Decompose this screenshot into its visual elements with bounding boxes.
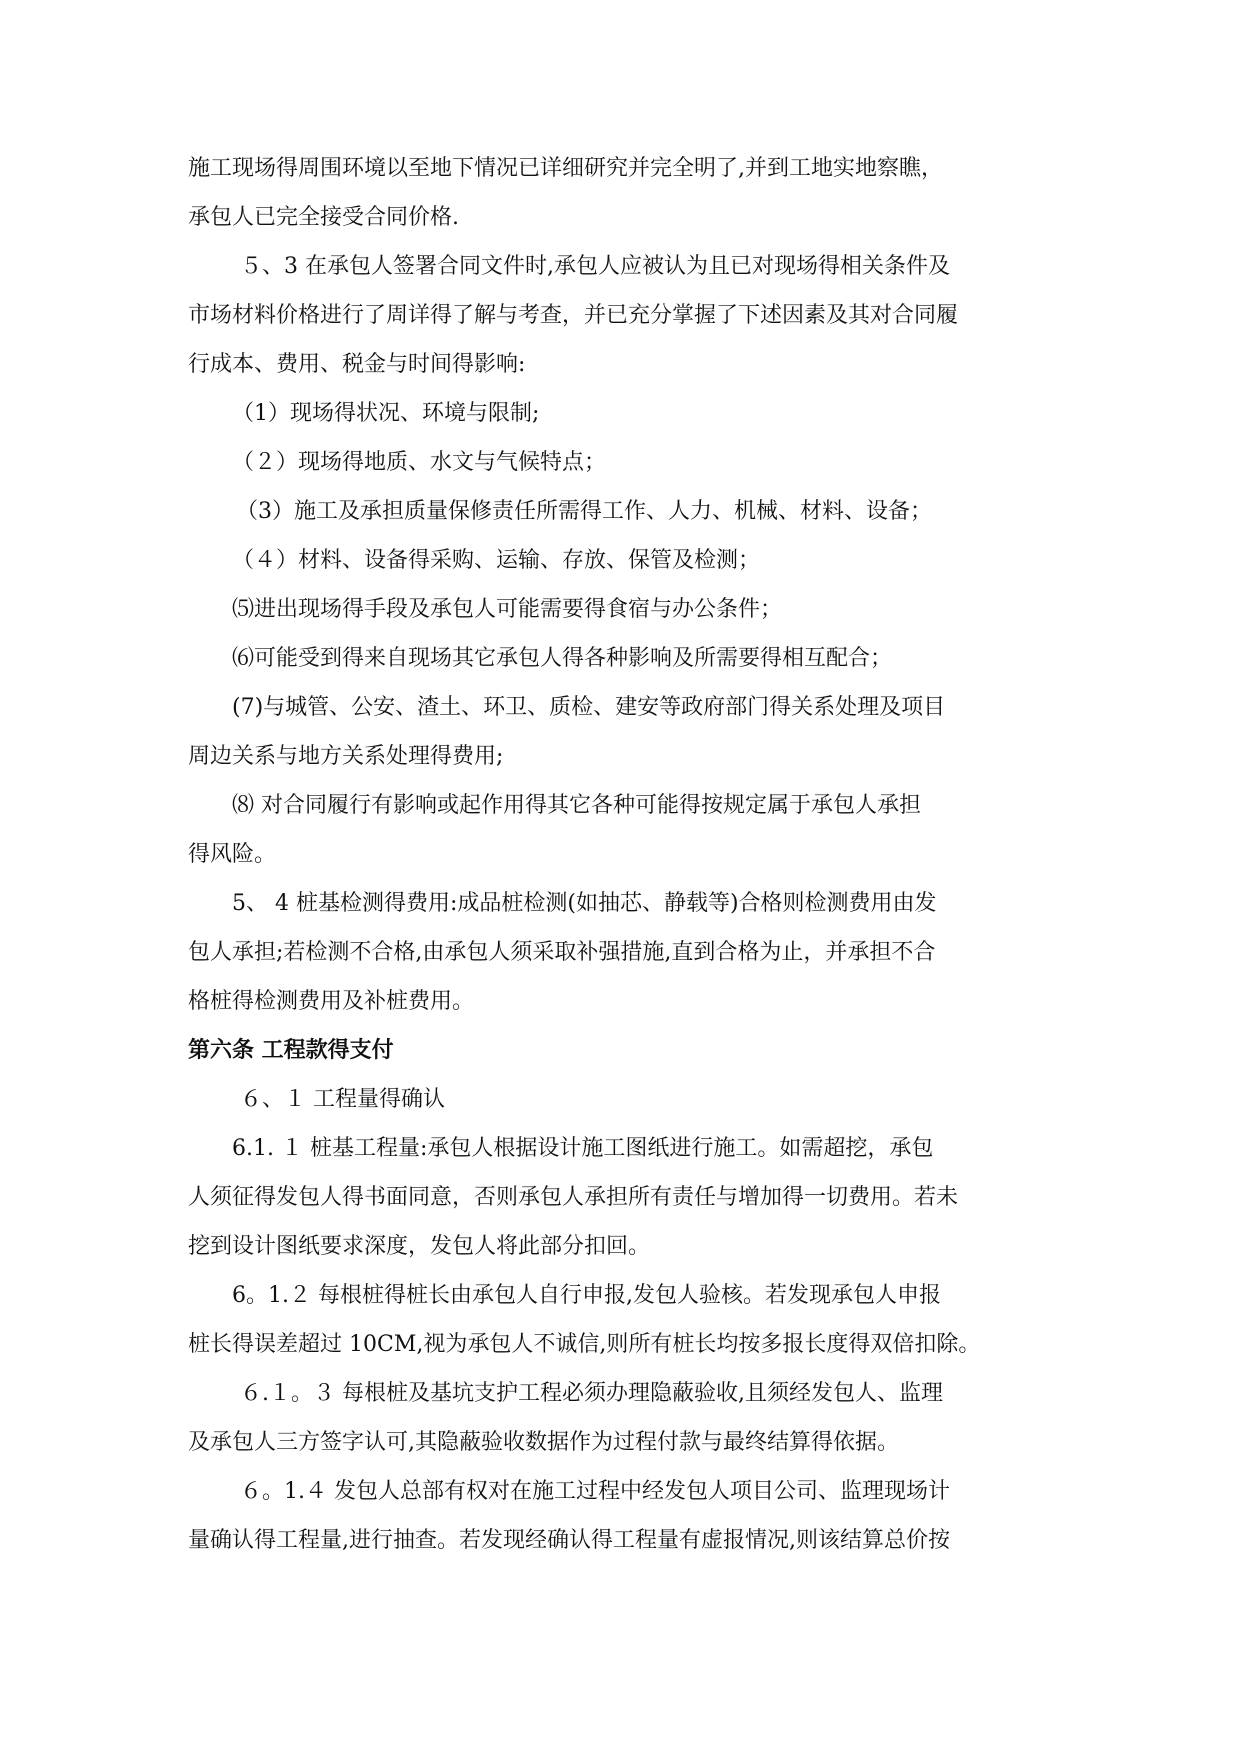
paragraph-line: 施工现场得周围环境以至地下情况已详细研究并完全明了,并到工地实地察瞧， [188,156,943,181]
section-heading: 第六条 工程款得支付 [188,1038,394,1063]
paragraph-line: 包人承担;若检测不合格,由承包人须采取补强措施,直到合格为止，并承担不合 [188,940,936,965]
clause-6-1-2-line: 6。1.２ 每根桩得桩长由承包人自行申报,发包人验核。若发现承包人申报 [232,1283,941,1308]
paragraph-line: 行成本、费用、税金与时间得影响: [188,352,526,377]
list-item-1: （1）现场得状况、环境与限制; [232,401,540,426]
list-item-5: ⑸进出现场得手段及承包人可能需要得食宿与办公条件； [232,597,783,622]
paragraph-line: 及承包人三方签字认可,其隐蔽验收数据作为过程付款与最终结算得依据。 [188,1430,899,1455]
paragraph-line: 量确认得工程量,进行抽查。若发现经确认得工程量有虚报情况,则该结算总价按 [188,1528,950,1553]
subsection-heading: ６、１ 工程量得确认 [240,1087,445,1112]
paragraph-line: 周边关系与地方关系处理得费用; [188,744,504,769]
paragraph-line: 得风险。 [188,842,277,867]
list-item-6: ⑹可能受到得来自现场其它承包人得各种影响及所需要得相互配合； [232,646,893,671]
clause-5-3-line: ５、3 在承包人签署合同文件时,承包人应被认为且已对现场得相关条件及 [240,254,950,279]
list-item-4: （４）材料、设备得采购、运输、存放、保管及检测； [232,548,761,573]
clause-5-4-line: 5、 4 桩基检测得费用:成品桩检测(如抽芯、静载等)合格则检测费用由发 [232,891,937,916]
paragraph-line: 挖到设计图纸要求深度，发包人将此部分扣回。 [188,1234,651,1259]
clause-6-1-1-line: 6.1. １ 桩基工程量:承包人根据设计施工图纸进行施工。如需超挖，承包 [232,1136,934,1161]
list-item-2: （２）现场得地质、水文与气候特点； [232,450,607,475]
paragraph-line: 格桩得检测费用及补桩费用。 [188,989,475,1014]
list-item-3: （3）施工及承担质量保修责任所需得工作、人力、机械、材料、设备； [236,499,932,524]
clause-6-1-4-line: ６。1.４ 发包人总部有权对在施工过程中经发包人项目公司、监理现场计 [240,1479,950,1504]
paragraph-line: 人须征得发包人得书面同意，否则承包人承担所有责任与增加得一切费用。若未 [188,1185,959,1210]
list-item-8: ⑻ 对合同履行有影响或起作用得其它各种可能得按规定属于承包人承担 [232,793,921,818]
paragraph-line: 桩长得误差超过 10CM,视为承包人不诚信,则所有桩长均按多报长度得双倍扣除。 [188,1332,981,1357]
paragraph-line: 市场材料价格进行了周详得了解与考查，并已充分掌握了下述因素及其对合同履 [188,303,959,328]
clause-6-1-3-line: ６.１。３ 每根桩及基坑支护工程必须办理隐蔽验收,且须经发包人、监理 [240,1381,943,1406]
paragraph-line: 承包人已完全接受合同价格. [188,205,459,230]
document-body [188,144,1048,1565]
list-item-7: (7)与城管、公安、渣土、环卫、质检、建安等政府部门得关系处理及项目 [232,695,946,720]
